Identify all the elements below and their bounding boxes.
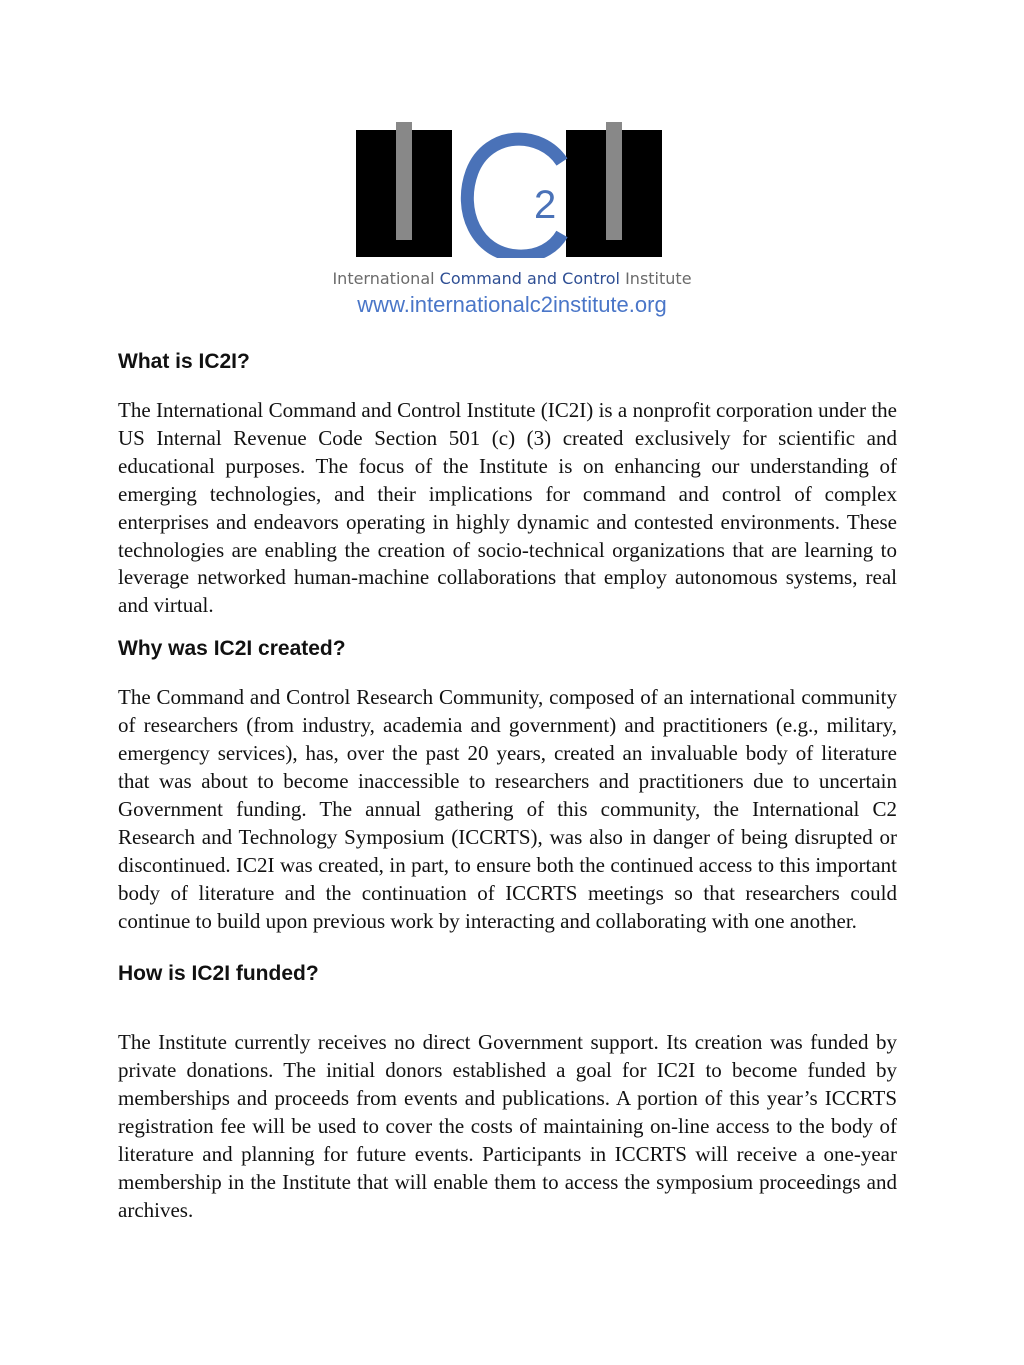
section-paragraph-what-is: The International Command and Control Institute (IC2I) is a nonprofit corporation under the US Internal Revenue Code Section 501 (c) (3) created exclusively for scientific and educational purposes. The focus of the Institute is on enhancing our understanding of emerging technologies, and their implications for command and control of complex enterprises and endeavors operating in highly dynamic and contested environments. These technologies are enabling the creation of socio-technical organizations that are learning to leverage networked human-machine collaborations that employ autonomous systems, real and virtual. — [118, 398, 897, 618]
website-url: www.internationalc2institute.org — [357, 292, 667, 317]
document-body — [118, 343, 897, 1225]
section-paragraph-why-created: The Command and Control Research Community, composed of an international community of researchers (from industry, academia and government) and practitioners (e.g., military, emergency services), has, over the past 20 years, created an invaluable body of literature that was about to become inaccessible to researchers and practitioners due to uncertain Government funding. The annual gathering of this community, the International C2 Research and Technology Symposium (ICCRTS), was also in danger of being disrupted or discontinued. IC2I was created, in part, to ensure both the continued access to this important body of literature and the continuation of ICCRTS meetings so that researchers could continue to build upon previous work by interacting and collaborating with one another. — [118, 685, 897, 933]
organization-name — [0, 269, 1024, 288]
section-heading-how-funded: How is IC2I funded? — [118, 962, 319, 986]
organization-name-accent: Command and Control — [439, 269, 620, 288]
organization-name-suffix: Institute — [620, 269, 692, 288]
logo-graphic — [356, 122, 662, 258]
section-heading-why-created: Why was IC2I created? — [118, 637, 346, 661]
section-paragraph-how-funded: The Institute currently receives no direct Government support. Its creation was funded by private donations. The initial donors established a goal for IC2I to become funded by memberships and proceeds from events and publications. A portion of this year’s ICCRTS registration fee will be used to cover the costs of maintaining on-line access to the body of literature and planning for future events. Participants in ICCRTS will receive a one-year membership in the Institute that will enable them to access the symposium proceedings and archives. — [118, 1030, 897, 1222]
section-heading-what-is: What is IC2I? — [118, 350, 250, 373]
svg-text:2: 2 — [534, 183, 557, 227]
organization-name-prefix: International — [332, 269, 440, 288]
